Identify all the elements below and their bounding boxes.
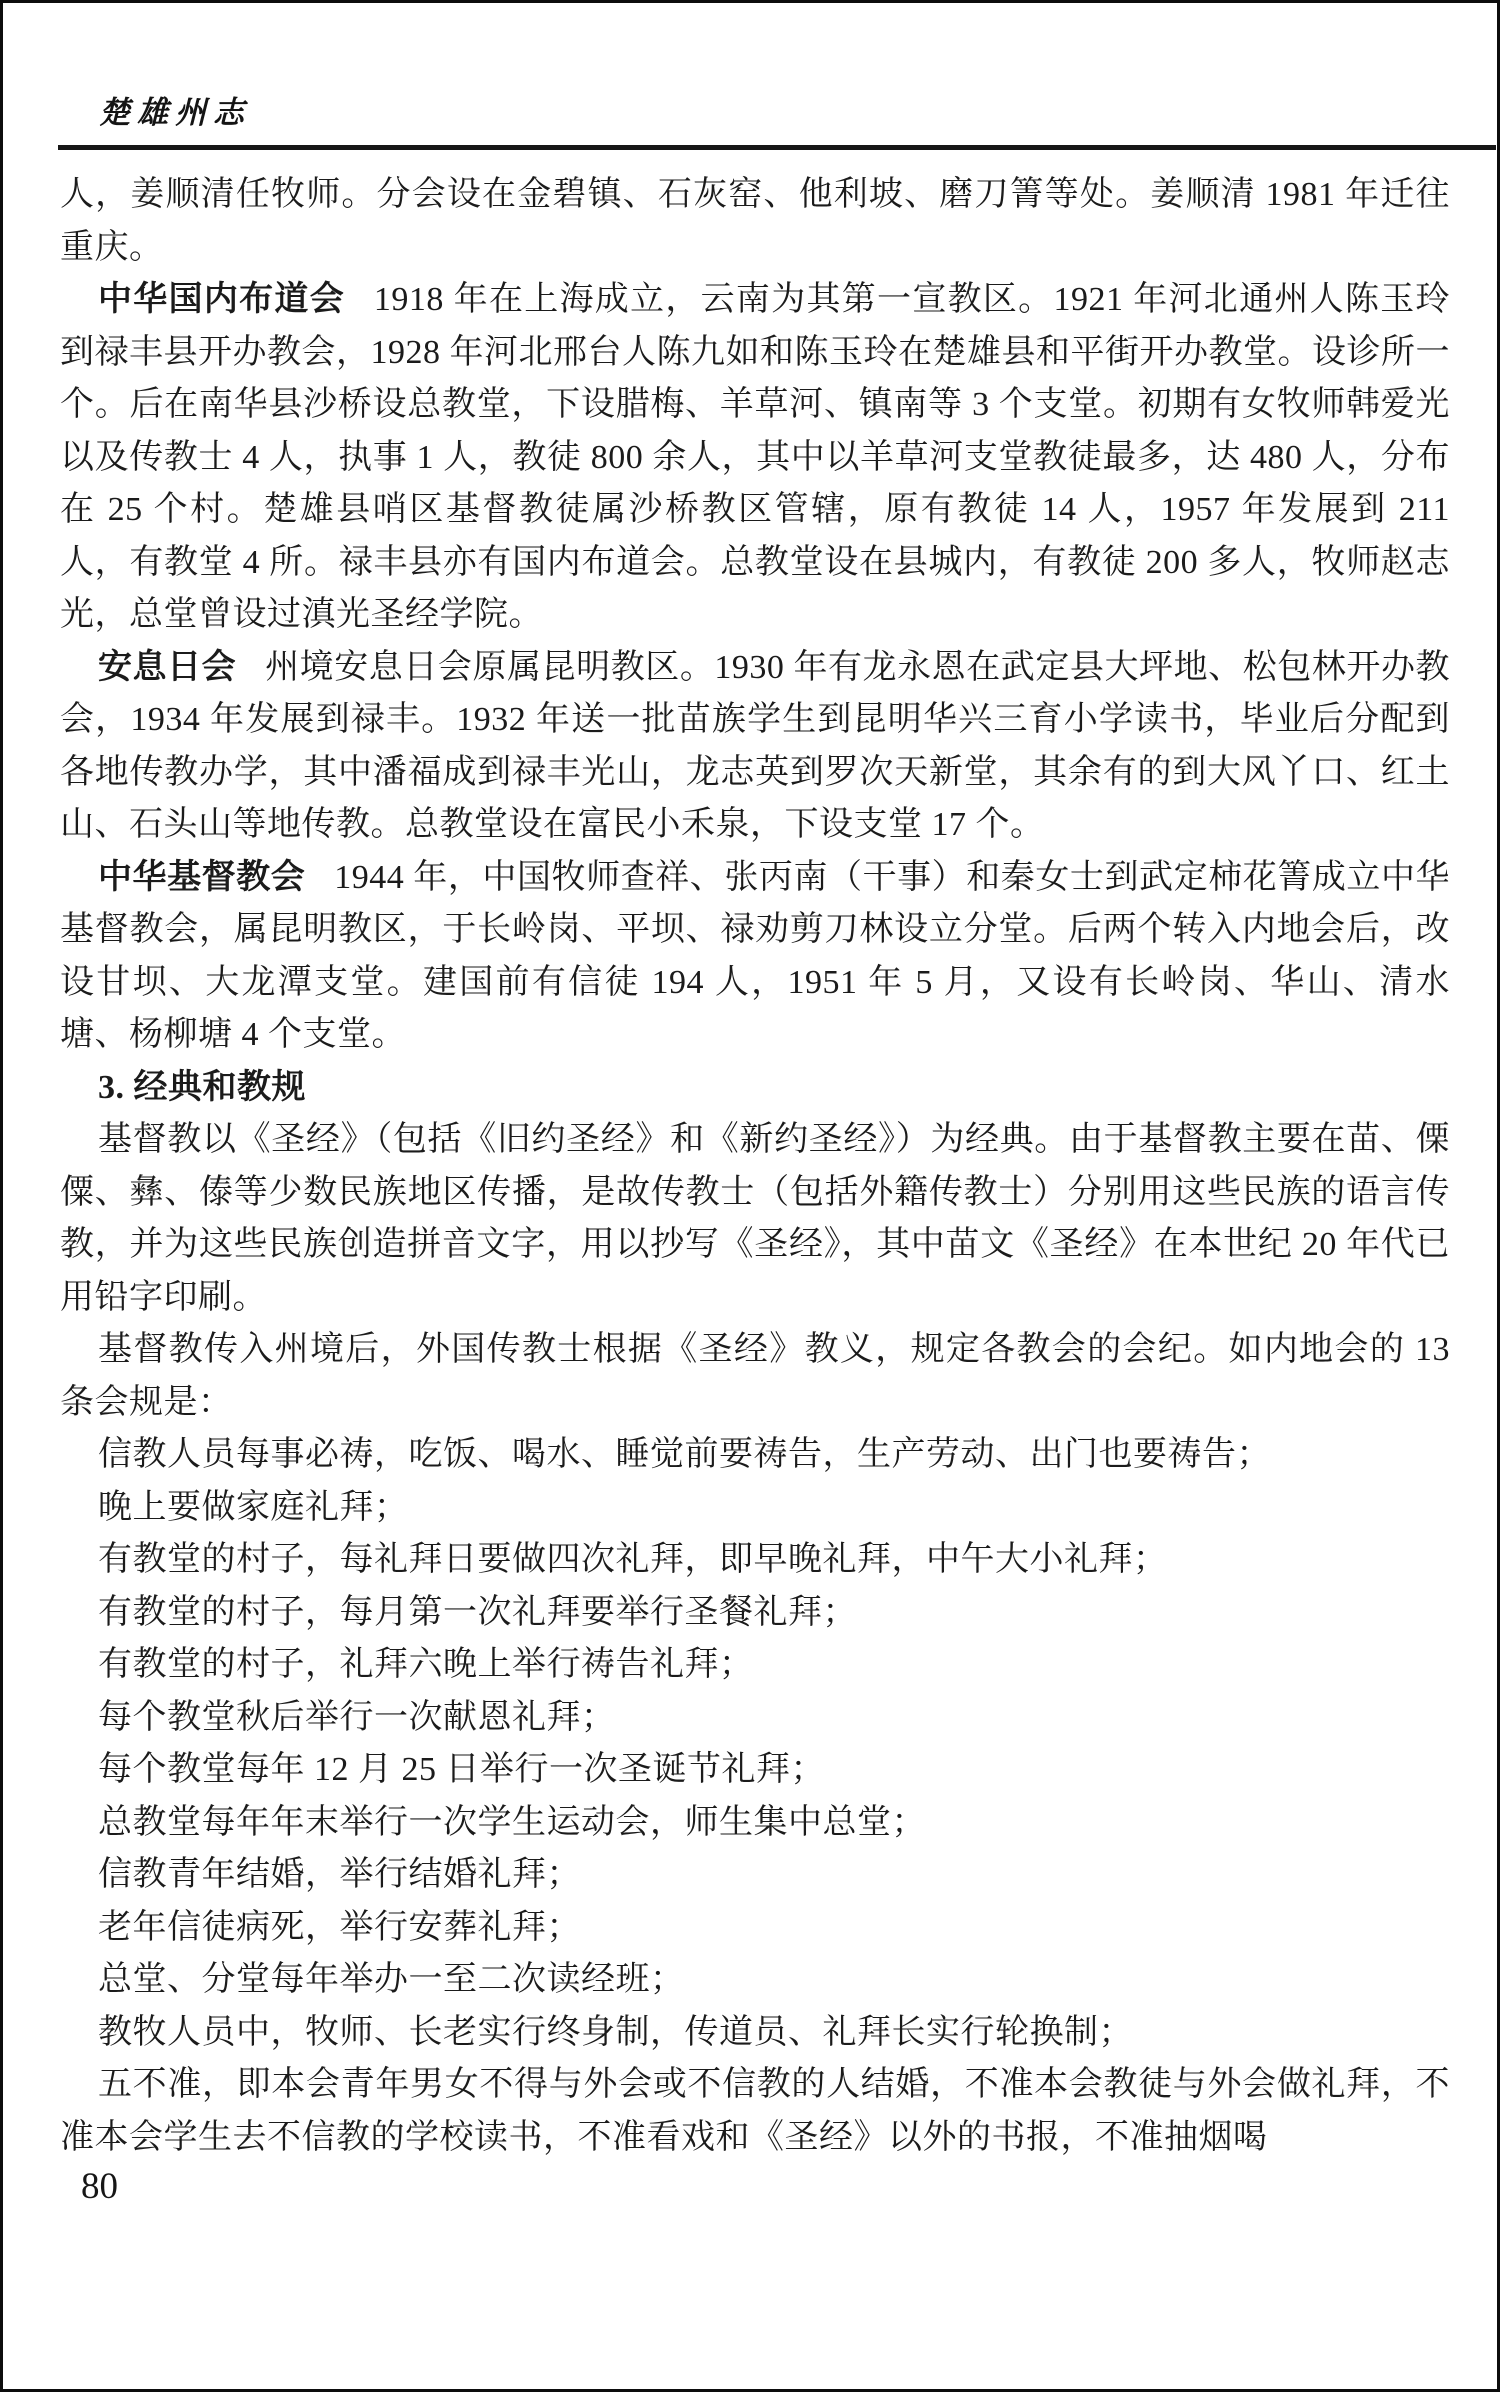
paragraph-text: 人，姜顺清任牧师。分会设在金碧镇、石灰窑、他利坡、磨刀箐等处。姜顺清 1981 年迁往重庆。 [60,176,1450,266]
paragraph-text: 总教堂每年年末举行一次学生运动会，师生集中总堂； [98,1803,926,1841]
running-header-title: 楚雄州志 [99,95,251,130]
body-paragraph [60,642,1450,852]
rule-item [60,1849,1450,1902]
rule-item [60,2007,1450,2060]
paragraph-text: 基督教以《圣经》（包括《旧约圣经》和《新约圣经》）为经典。由于基督教主要在苗、傈僳、彝、傣等少数民族地区传播，是故传教士（包括外籍传教士）分别用这些民族的语言传教，并为这些民族创造拼音文字，用以抄写《圣经》，其中苗文《圣经》在本世纪 20 年代已用铅字印刷。 [60,1121,1450,1316]
church-name-lead: 中华基督教会 [98,858,306,896]
rule-item [60,1534,1450,1587]
paragraph-text: 有教堂的村子，每月第一次礼拜要举行圣餐礼拜； [98,1593,857,1631]
paragraph-text: 每个教堂每年 12 月 25 日举行一次圣诞节礼拜； [98,1751,825,1788]
paragraph-text: 1918 年在上海成立，云南为其第一宣教区。1921 年河北通州人陈玉玲到禄丰县开办教会，1928 年河北邢台人陈九如和陈玉玲在楚雄县和平街开办教堂。设诊所一个。后在南华县沙桥设总教堂，下设腊梅、羊草河、镇南等 3 个支堂。初期有女牧师韩爱光以及传教士 4 人，执事 1 人，教徒 800 余人，其中以羊草河支堂教徒最多，达 480 人，分布在 25 个村。楚雄县哨区基督教徒属沙桥教区管辖，原有教徒 14 人，1957 年发展到 211 人，有教堂 4 所。禄丰县亦有国内布道会。总教堂设在县城内，有教徒 200 多人，牧师赵志光，总堂曾设过滇光圣经学院。 [60,281,1451,633]
paragraph-text: 总堂、分堂每年举办一至二次读经班； [98,1961,685,1998]
body-paragraph [60,274,1450,642]
paragraph-text: 教牧人员中，牧师、长老实行终身制，传道员、礼拜长实行轮换制； [98,2013,1133,2051]
rule-item [60,1744,1450,1797]
body-paragraph [60,1324,1450,1429]
paragraph-text: 有教堂的村子，每礼拜日要做四次礼拜，即早晚礼拜，中午大小礼拜； [98,1541,1168,1578]
rule-item [60,1902,1450,1955]
rule-item [60,1954,1450,2007]
rule-item [60,1797,1450,1850]
rule-item [60,1482,1450,1535]
church-name-lead: 中华国内布道会 [98,281,345,318]
paragraph-text: 信教人员每事必祷，吃饭、喝水、睡觉前要祷告，生产劳动、出门也要祷告； [98,1436,1271,1473]
body-paragraph [60,1114,1450,1324]
body-paragraph [60,169,1450,274]
church-name-lead: 安息日会 [98,648,237,686]
rule-item [60,1639,1450,1692]
rule-item [60,1429,1450,1482]
body-paragraph [60,2059,1450,2164]
paragraph-text: 基督教传入州境后，外国传教士根据《圣经》教义，规定各教会的会纪。如内地会的 13 条会规是： [60,1331,1450,1421]
body-paragraph [60,852,1450,1062]
paragraph-text: 老年信徒病死，举行安葬礼拜； [98,1908,581,1946]
page-body [60,169,1450,2164]
section-heading: 3. 经典和教规 [98,1068,306,1106]
paragraph-text: 每个教堂秋后举行一次献恩礼拜； [98,1698,616,1736]
paragraph-text: 1944 年，中国牧师查祥、张丙南（干事）和秦女士到武定柿花箐成立中华基督教会，属昆明教区，于长岭岗、平坝、禄劝剪刀林设立分堂。后两个转入内地会后，改设甘坝、大龙潭支堂。建国前有信徒 194 人，1951 年 5 月，又设有长岭岗、华山、清水塘、杨柳塘 4 个支堂。 [60,858,1451,1053]
rule-item [60,1692,1450,1745]
page-number: 80 [81,2166,118,2207]
paragraph-text: 有教堂的村子，礼拜六晚上举行祷告礼拜； [98,1646,754,1683]
header-rule [58,145,1496,150]
paragraph-text: 信教青年结婚，举行结婚礼拜； [98,1856,581,1893]
paragraph-text: 晚上要做家庭礼拜； [98,1488,409,1526]
rule-item [60,1587,1450,1640]
paragraph-text: 五不准，即本会青年男女不得与外会或不信教的人结婚，不准本会教徒与外会做礼拜，不准本会学生去不信教的学校读书，不准看戏和《圣经》以外的书报，不准抽烟喝 [60,2066,1450,2156]
paragraph-text: 州境安息日会原属昆明教区。1930 年有龙永恩在武定县大坪地、松包林开办教会，1934 年发展到禄丰。1932 年送一批苗族学生到昆明华兴三育小学读书，毕业后分配到各地传教办学，其中潘福成到禄丰光山，龙志英到罗次天新堂，其余有的到大风丫口、红土山、石头山等地传教。总教堂设在富民小禾泉，下设支堂 17 个。 [60,648,1450,843]
